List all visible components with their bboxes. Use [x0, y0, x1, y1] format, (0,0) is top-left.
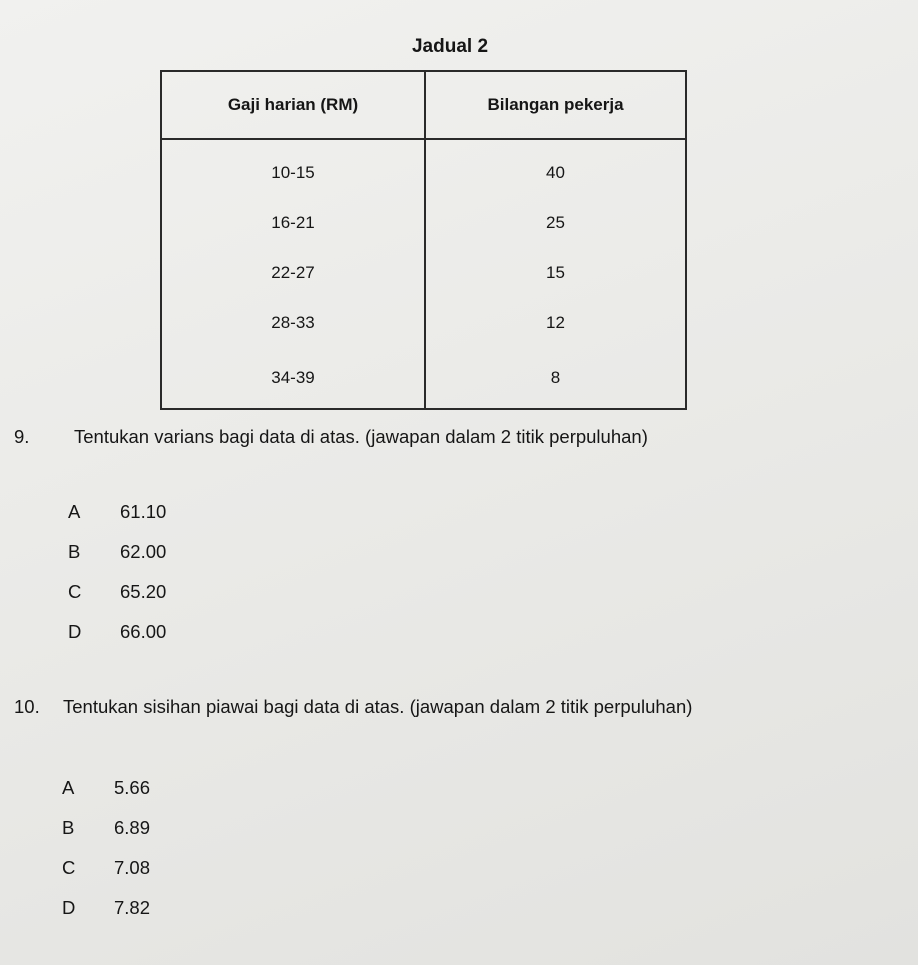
- option-letter: A: [68, 501, 81, 522]
- option-value: 66.00: [120, 621, 167, 642]
- cell-bilangan: 8: [425, 348, 686, 409]
- question-text: Tentukan varians bagi data di atas. (jawapan dalam 2 titik perpuluhan): [74, 426, 648, 447]
- question-number: 10.: [14, 696, 40, 717]
- option-value: 65.20: [120, 581, 167, 602]
- table-row: [161, 139, 686, 198]
- options-question-9: [68, 492, 166, 652]
- question-number: 9.: [14, 426, 30, 447]
- option-letter: D: [68, 621, 82, 642]
- cell-gaji: 28-33: [161, 298, 425, 348]
- question-9: [14, 426, 648, 448]
- option-c[interactable]: [62, 848, 150, 888]
- cell-gaji: 34-39: [161, 348, 425, 409]
- option-letter: D: [62, 897, 76, 918]
- option-value: 7.82: [114, 897, 151, 918]
- cell-gaji: 22-27: [161, 248, 425, 298]
- header-bilangan-pekerja: Bilangan pekerja: [425, 71, 686, 139]
- option-letter: B: [68, 541, 81, 562]
- option-b[interactable]: [62, 808, 150, 848]
- option-letter: C: [68, 581, 82, 602]
- question-10: [14, 696, 692, 718]
- table-row: [161, 248, 686, 298]
- options-question-10: [62, 768, 150, 928]
- option-value: 7.08: [114, 857, 151, 878]
- question-text: Tentukan sisihan piawai bagi data di atas. (jawapan dalam 2 titik perpuluhan): [63, 696, 693, 717]
- option-a[interactable]: [62, 768, 150, 808]
- table-row: [161, 298, 686, 348]
- cell-gaji: 16-21: [161, 198, 425, 248]
- table-row: [161, 348, 686, 409]
- table-caption: Jadual 2: [411, 36, 489, 57]
- cell-bilangan: 25: [425, 198, 686, 248]
- option-value: 62.00: [120, 541, 167, 562]
- header-gaji-harian: Gaji harian (RM): [161, 71, 425, 139]
- option-value: 6.89: [114, 817, 151, 838]
- option-a[interactable]: [68, 492, 166, 532]
- option-d[interactable]: [68, 612, 166, 652]
- option-letter: A: [62, 777, 75, 798]
- data-table: [160, 70, 687, 410]
- option-c[interactable]: [68, 572, 166, 612]
- option-d[interactable]: [62, 888, 150, 928]
- table-row: [161, 198, 686, 248]
- option-value: 5.66: [114, 777, 151, 798]
- table-header-row: [161, 71, 686, 139]
- cell-bilangan: 40: [425, 139, 686, 198]
- option-letter: B: [62, 817, 75, 838]
- cell-gaji: 10-15: [161, 139, 425, 198]
- option-letter: C: [62, 857, 76, 878]
- cell-bilangan: 12: [425, 298, 686, 348]
- option-value: 61.10: [120, 501, 167, 522]
- cell-bilangan: 15: [425, 248, 686, 298]
- option-b[interactable]: [68, 532, 166, 572]
